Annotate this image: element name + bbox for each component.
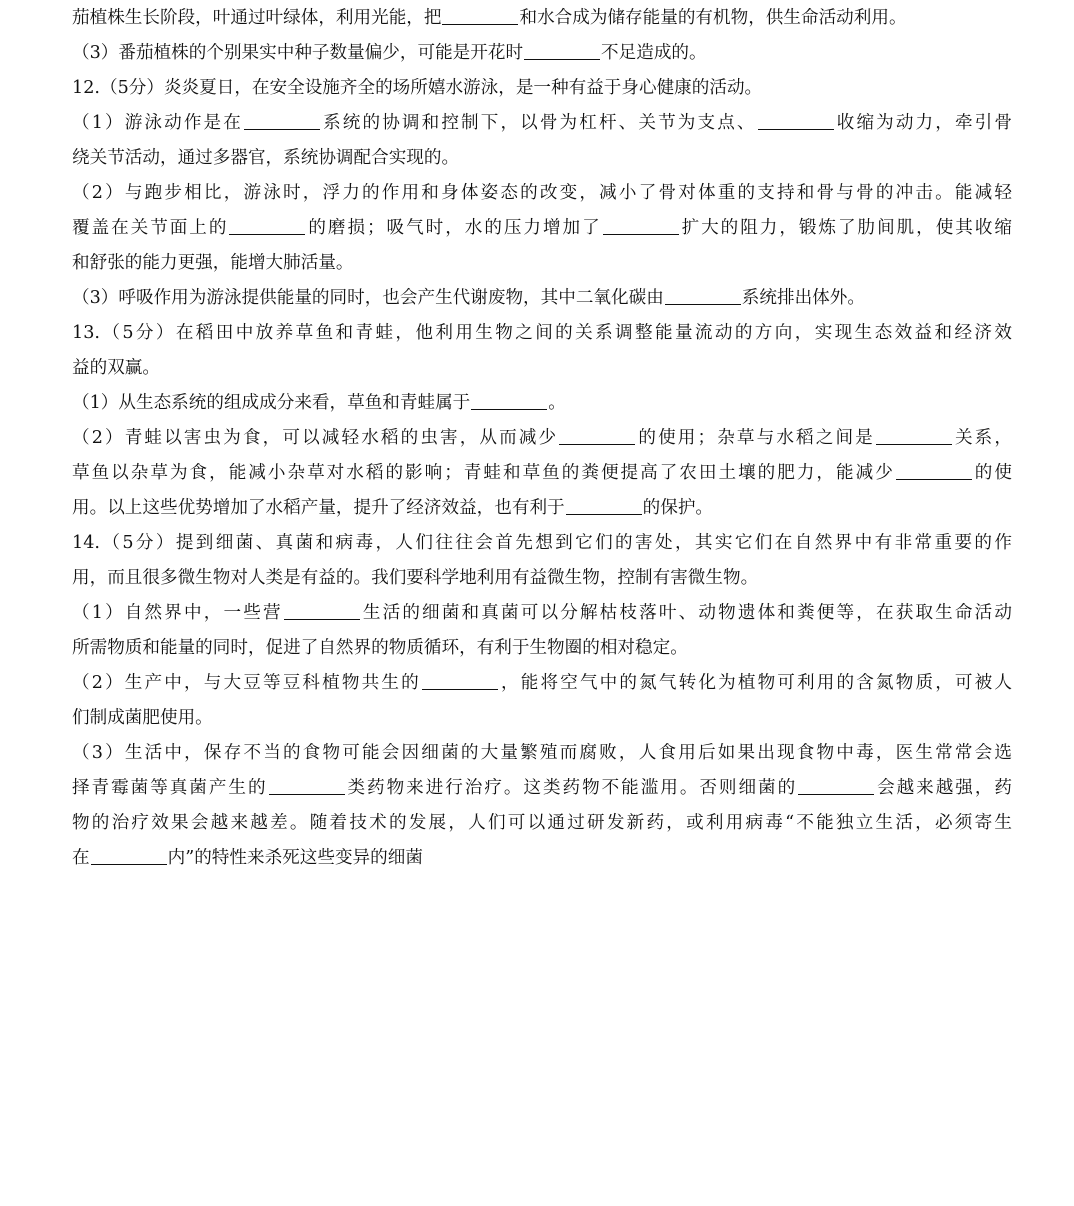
answer-blank [244,109,320,130]
text-segment: 系统排出体外。 [741,288,865,308]
text-segment: 们制成菌肥使用。 [72,708,213,728]
text-segment: 13.（5分）在稻田中放养草鱼和青蛙，他利用生物之间的关系调整能量流动的方向，实现生态效益和经济效 [72,323,1012,343]
text-segment: （1）自然界中，一些营 [72,603,283,623]
text-segment: 会越来越强，药 [875,778,1012,798]
text-segment: （2）生产中，与大豆等豆科植物共生的 [72,673,421,693]
text-segment: 14.（5分）提到细菌、真菌和病毒，人们往往会首先想到它们的害处，其实它们在自然界中有非常重要的作 [72,533,1012,553]
answer-blank [798,774,874,795]
text-segment: 茄植株生长阶段，叶通过叶绿体，利用光能，把 [72,8,442,28]
answer-blank [603,214,679,235]
answer-blank [896,459,972,480]
text-line [72,72,1012,104]
text-segment: 益的双赢。 [72,358,160,378]
text-line [72,37,1012,69]
text-line [72,772,1012,804]
text-line [72,387,1012,419]
text-segment: （3）番茄植株的个别果实中种子数量偏少，可能是开花时 [72,43,524,63]
text-segment: 绕关节活动，通过多器官，系统协调配合实现的。 [72,148,460,168]
answer-blank [876,424,952,445]
text-segment: 生活的细菌和真菌可以分解枯枝落叶、动物遗体和粪便等，在获取生命活动 [360,603,1012,623]
text-segment: （2）与跑步相比，游泳时，浮力的作用和身体姿态的改变，减小了骨对体重的支持和骨与骨的冲击。能减轻 [72,183,1012,203]
text-segment: 择青霉菌等真菌产生的 [72,778,268,798]
text-line [72,702,1012,734]
text-segment: 用。以上这些优势增加了水稻产量，提升了经济效益，也有利于 [72,498,565,518]
text-segment: ，能将空气中的氮气转化为植物可利用的含氮物质，可被人 [498,673,1012,693]
text-line [72,282,1012,314]
text-segment: 覆盖在关节面上的 [72,218,229,238]
text-line [72,212,1012,244]
text-segment: 和水合成为储存能量的有机物，供生命活动利用。 [519,8,907,28]
text-segment: （3）生活中，保存不当的食物可能会因细菌的大量繁殖而腐败，人食用后如果出现食物中毒，医生常常会选 [72,743,1012,763]
text-line [72,247,1012,279]
text-line [72,667,1012,699]
text-segment: 的磨损；吸气时，水的压力增加了 [306,218,602,238]
text-segment: 的使 [972,463,1012,483]
text-segment: 在 [72,848,90,868]
text-segment: 所需物质和能量的同时，促进了自然界的物质循环，有利于生物圈的相对稳定。 [72,638,688,658]
text-segment: 的使用；杂草与水稻之间是 [636,428,875,448]
text-segment: 12.（5分）炎炎夏日，在安全设施齐全的场所嬉水游泳，是一种有益于身心健康的活动。 [72,78,763,98]
text-segment: （2）青蛙以害虫为食，可以减轻水稻的虫害，从而减少 [72,428,559,448]
answer-blank [758,109,834,130]
text-segment: （1）从生态系统的组成成分来看，草鱼和青蛙属于 [72,393,471,413]
text-segment: 。 [548,393,566,413]
answer-blank [229,214,305,235]
answer-blank [471,389,547,410]
answer-blank [524,39,600,60]
text-line [72,597,1012,629]
text-segment: 内”的特性来杀死这些变异的细菌 [167,848,423,868]
text-line [72,562,1012,594]
answer-blank [442,4,518,25]
text-line [72,317,1012,349]
text-line [72,2,1012,34]
text-line [72,807,1012,839]
answer-blank [665,284,741,305]
answer-blank [269,774,345,795]
text-segment: 的保护。 [642,498,714,518]
answer-blank [284,599,360,620]
text-segment: 关系， [952,428,1012,448]
text-segment: 扩大的阻力，锻炼了肋间肌，使其收缩 [679,218,1012,238]
text-line [72,737,1012,769]
text-line [72,492,1012,524]
text-segment: 用，而且很多微生物对人类是有益的。我们要科学地利用有益微生物，控制有害微生物。 [72,568,759,588]
answer-blank [566,494,642,515]
text-segment: 系统的协调和控制下，以骨为杠杆、关节为支点、 [320,113,757,133]
text-line [72,177,1012,209]
text-line [72,457,1012,489]
text-line [72,142,1012,174]
text-segment: （1）游泳动作是在 [72,113,243,133]
answer-blank [559,424,635,445]
text-line [72,632,1012,664]
text-segment: 类药物来进行治疗。这类药物不能滥用。否则细菌的 [345,778,798,798]
text-line [72,842,1012,874]
text-segment: 物的治疗效果会越来越差。随着技术的发展，人们可以通过研发新药，或利用病毒“不能独立生活，必须寄生 [72,813,1012,833]
text-line [72,527,1012,559]
answer-blank [422,669,498,690]
text-segment: （3）呼吸作用为游泳提供能量的同时，也会产生代谢废物，其中二氧化碳由 [72,288,664,308]
text-line [72,352,1012,384]
text-line [72,422,1012,454]
text-segment: 不足造成的。 [601,43,707,63]
text-line [72,107,1012,139]
text-segment: 和舒张的能力更强，能增大肺活量。 [72,253,354,273]
text-segment: 草鱼以杂草为食，能减小杂草对水稻的影响；青蛙和草鱼的粪便提高了农田土壤的肥力，能减少 [72,463,895,483]
text-segment: 收缩为动力，牵引骨 [834,113,1012,133]
answer-blank [91,844,167,865]
